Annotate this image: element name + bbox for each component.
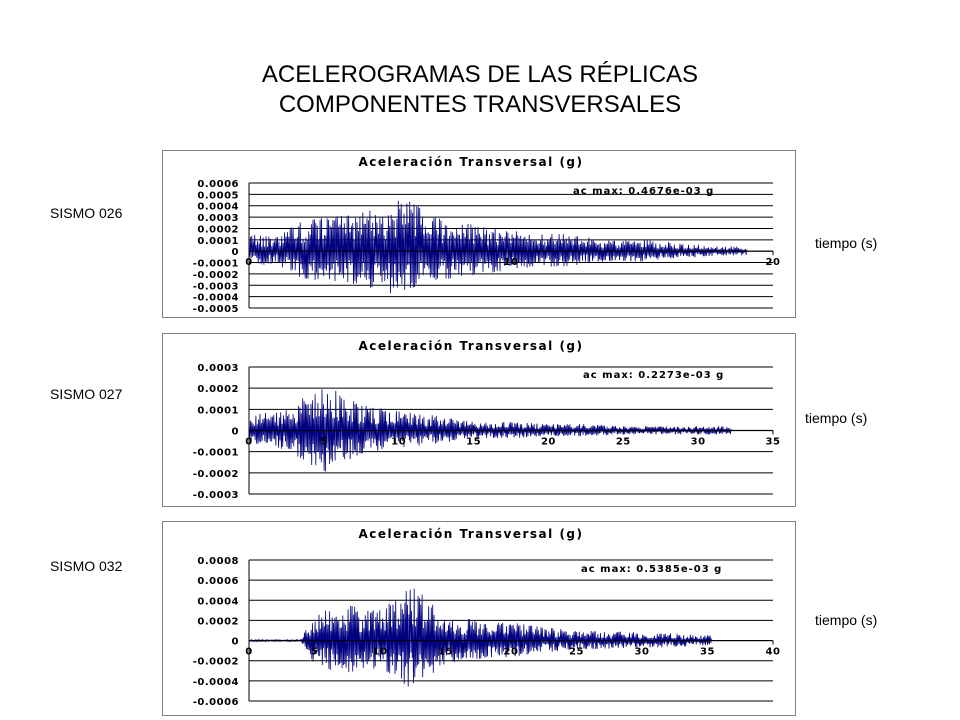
y-tick-label: 0.0008 (197, 556, 239, 567)
x-tick-label: 10 (503, 257, 519, 269)
signal-line (249, 589, 711, 687)
y-tick-label: 0.0002 (197, 224, 239, 236)
y-tick-label: -0.0003 (192, 490, 239, 501)
x-tick-label: 0 (245, 257, 253, 269)
xlabel-chart-026: tiempo (s) (815, 235, 878, 251)
x-tick-label: 40 (765, 646, 781, 658)
y-tick-label: 0.0006 (197, 576, 239, 588)
y-tick-label: 0 (231, 247, 239, 259)
x-tick-label: 10 (391, 436, 407, 448)
xlabel-chart-032: tiempo (s) (815, 612, 878, 628)
x-tick-label: 30 (634, 646, 650, 658)
y-tick-label: -0.0001 (192, 447, 239, 459)
y-tick-label: -0.0002 (192, 656, 239, 668)
x-tick-label: 0 (245, 436, 253, 448)
y-tick-label: 0.0003 (197, 213, 239, 225)
y-tick-label: 0.0002 (197, 616, 239, 628)
chart-title: Aceleración Transversal (g) (358, 527, 584, 541)
x-tick-label: 25 (615, 436, 631, 448)
page-title (0, 60, 960, 120)
y-tick-label: -0.0002 (192, 269, 239, 281)
x-tick-label: 15 (438, 646, 453, 658)
y-tick-label: 0.0004 (197, 201, 239, 213)
y-tick-label: 0.0004 (197, 596, 239, 608)
y-tick-label: 0.0002 (197, 384, 239, 396)
y-tick-label: -0.0004 (192, 292, 239, 304)
x-tick-label: 20 (540, 436, 556, 448)
x-tick-label: 35 (765, 436, 781, 448)
max-accel-annotation: ac max: 0.2273e-03 g (583, 370, 725, 381)
xlabel-chart-027: tiempo (s) (805, 410, 868, 426)
sismo-label-026: SISMO 026 (50, 205, 123, 221)
page-title-line2: COMPONENTES TRANSVERSALES (278, 91, 682, 118)
x-tick-label: 20 (765, 257, 781, 269)
y-tick-label: -0.0006 (192, 697, 239, 708)
x-tick-label: 5 (310, 646, 319, 658)
chart-panel-026 (162, 150, 796, 318)
chart-032 (163, 522, 797, 717)
chart-title: Aceleración Transversal (g) (358, 155, 584, 169)
y-tick-label: 0.0006 (197, 179, 239, 190)
x-tick-label: 25 (569, 646, 584, 658)
y-tick-label: -0.0003 (192, 281, 239, 293)
max-accel-annotation: ac max: 0.4676e-03 g (573, 186, 715, 197)
y-tick-label: 0.0005 (197, 190, 239, 202)
chart-title: Aceleración Transversal (g) (358, 339, 584, 353)
y-tick-label: 0 (231, 426, 239, 438)
x-tick-label: 5 (320, 436, 328, 448)
x-tick-label: 30 (690, 436, 706, 448)
x-tick-label: 10 (372, 646, 388, 658)
chart-026 (163, 151, 797, 319)
chart-panel-032 (162, 521, 796, 716)
chart-027 (163, 334, 797, 508)
signal-line (249, 201, 747, 293)
chart-panel-027 (162, 333, 796, 507)
page-title-line1: ACELEROGRAMAS DE LAS RÉPLICAS (261, 61, 699, 88)
y-tick-label: 0 (231, 636, 239, 648)
sismo-label-032: SISMO 032 (50, 558, 123, 574)
sismo-label-027: SISMO 027 (50, 386, 123, 402)
x-tick-label: 15 (466, 436, 482, 448)
y-tick-label: 0.0001 (197, 405, 239, 417)
y-tick-label: 0.0003 (197, 363, 239, 374)
x-tick-label: 20 (503, 646, 519, 658)
y-tick-label: -0.0004 (192, 676, 239, 688)
x-tick-label: 35 (700, 646, 715, 658)
y-tick-label: 0.0001 (197, 235, 239, 247)
y-tick-label: -0.0001 (192, 258, 239, 270)
max-accel-annotation: ac max: 0.5385e-03 g (581, 564, 723, 575)
y-tick-label: -0.0005 (192, 304, 239, 315)
y-tick-label: -0.0002 (192, 468, 239, 480)
x-tick-label: 0 (245, 646, 253, 658)
